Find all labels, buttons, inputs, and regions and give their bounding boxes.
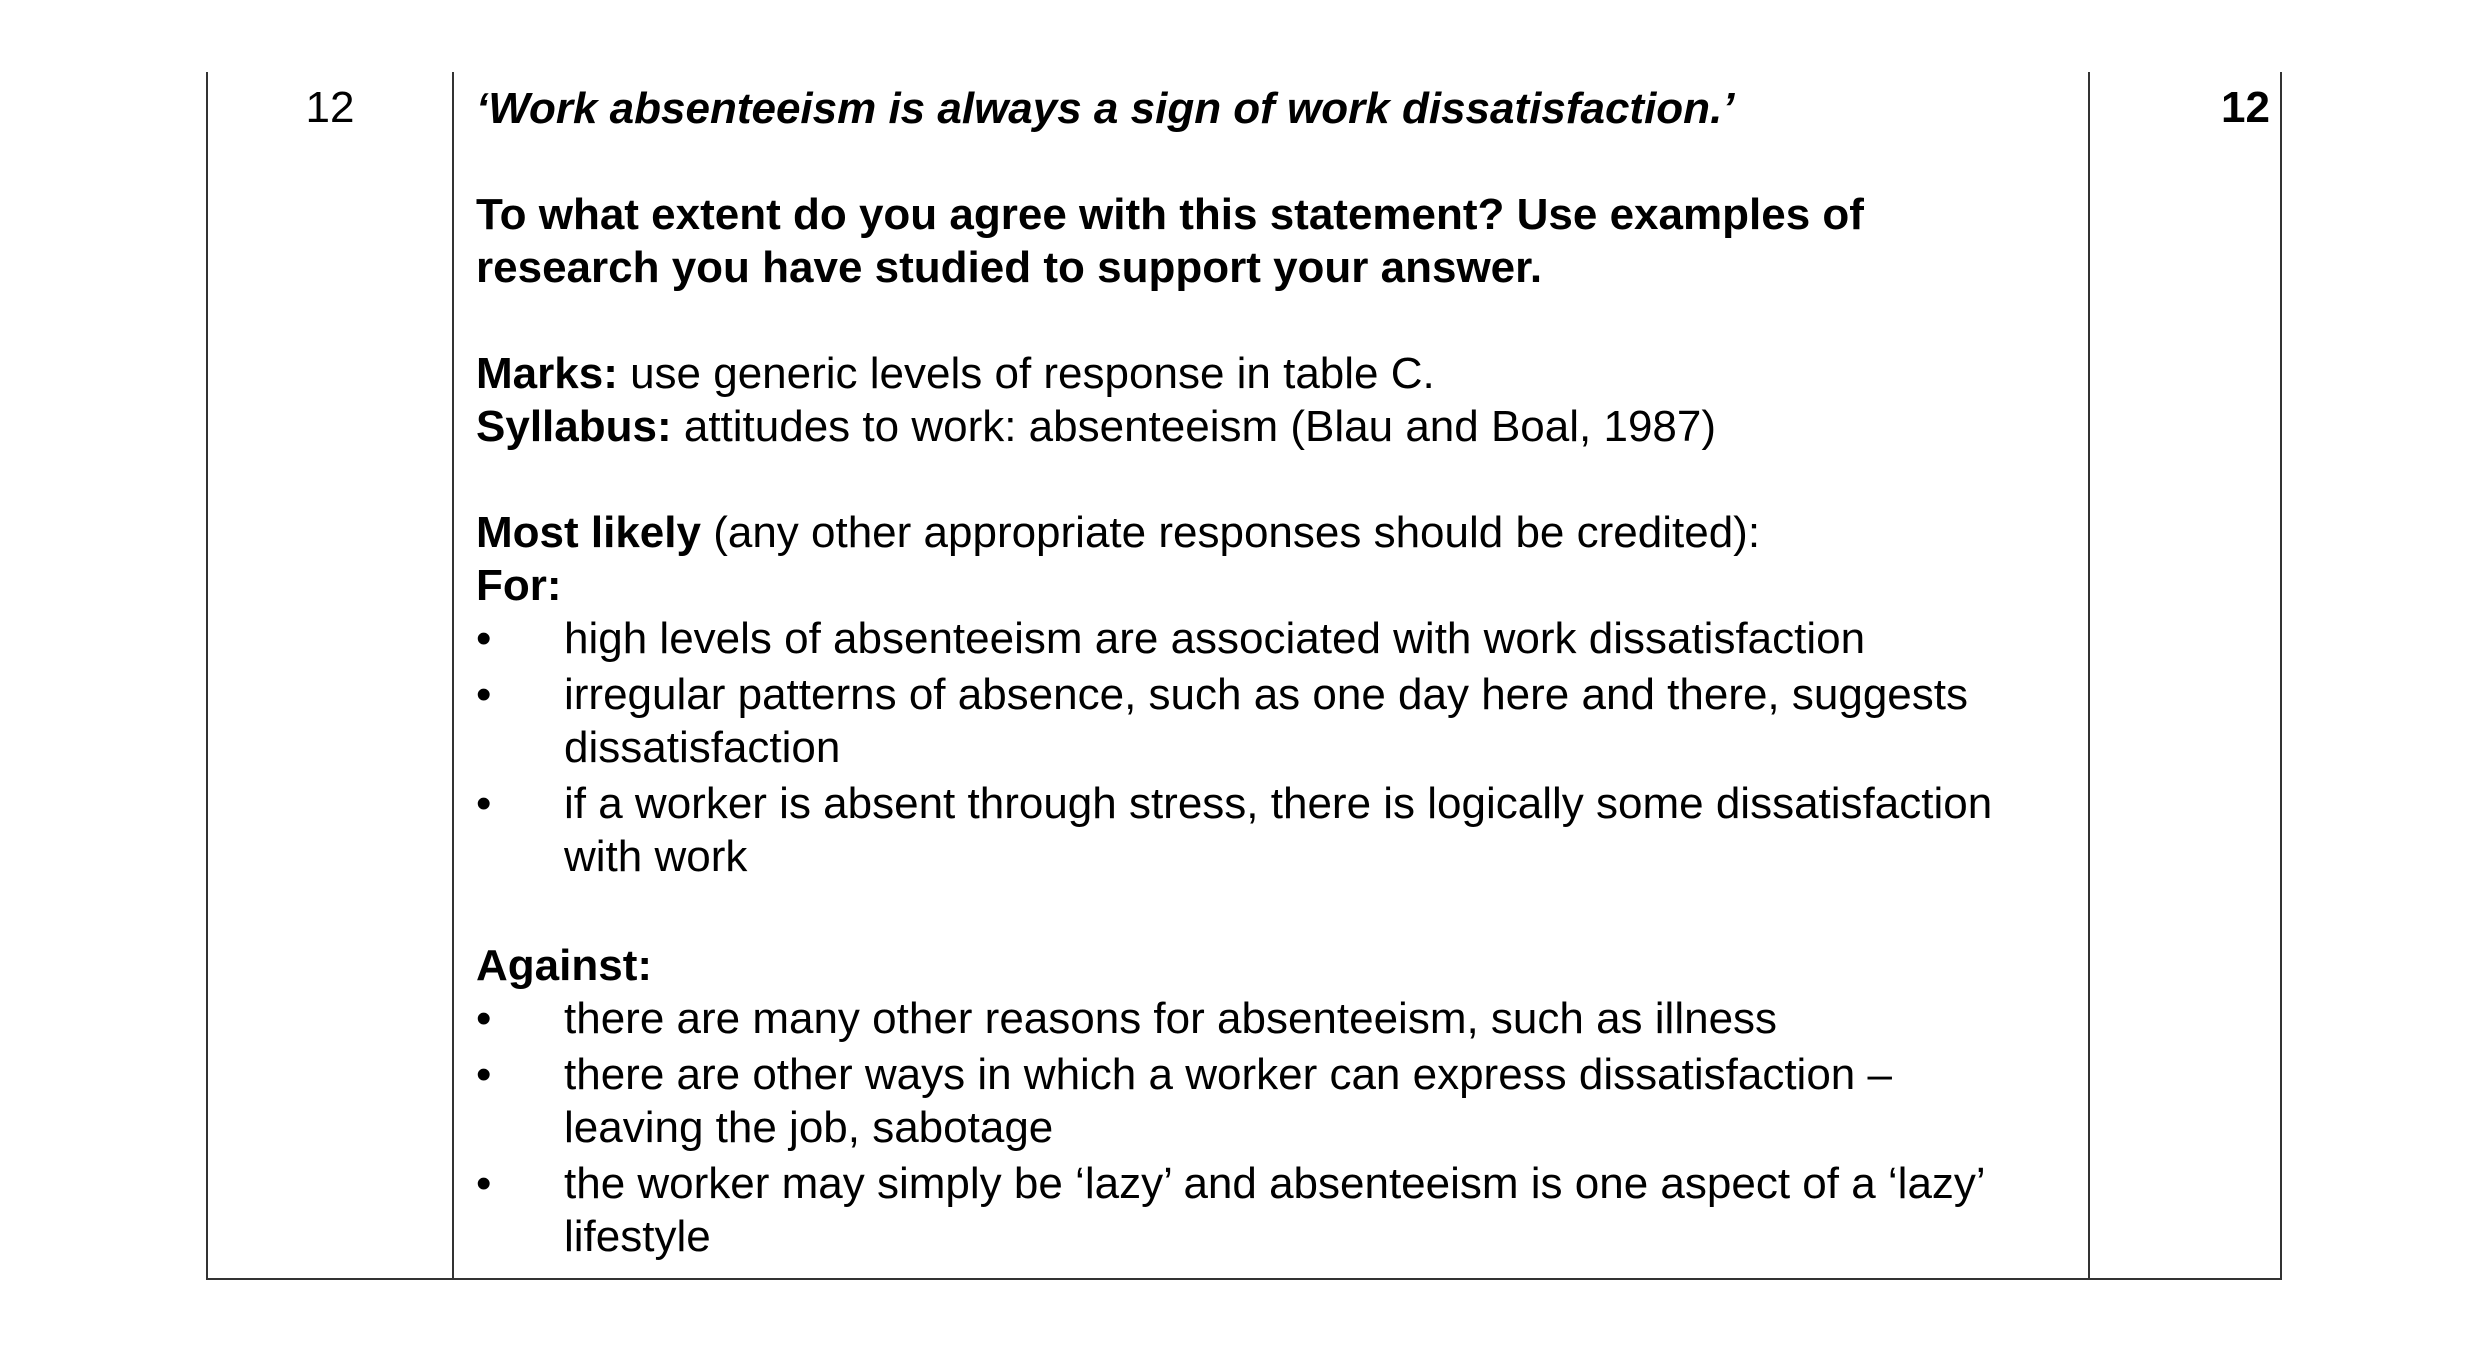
list-item-text: there are other ways in which a worker can express dissatisfaction – — [564, 1050, 1892, 1099]
list-item — [476, 612, 2076, 665]
marks-label: Marks: — [476, 349, 618, 398]
question-line: research you have studied to support your answer. — [476, 243, 1543, 292]
list-item-text: high levels of absenteeism are associated with work dissatisfaction — [564, 614, 1866, 663]
list-item — [476, 992, 2076, 1045]
against-list — [476, 992, 2076, 1263]
syllabus-text: attitudes to work: absenteeism (Blau and Boal, 1987) — [671, 402, 1717, 451]
mark-scheme-table — [206, 72, 2282, 1280]
most-likely-text: (any other appropriate responses should be credited): — [700, 508, 1761, 557]
against-heading: Against: — [476, 941, 652, 990]
list-item-text: there are many other reasons for absenteeism, such as illness — [564, 994, 1778, 1043]
most-likely-line — [476, 506, 2076, 559]
list-item — [476, 1048, 2076, 1154]
syllabus-label: Syllabus: — [476, 402, 672, 451]
syllabus-line — [476, 400, 2076, 453]
list-item-text: if a worker is absent through stress, there is logically some dissatisfaction — [564, 779, 1993, 828]
list-item-text: lifestyle — [564, 1212, 711, 1261]
bullet-icon: • — [476, 670, 492, 719]
most-likely-label: Most likely — [476, 508, 701, 557]
question-number: 12 — [305, 83, 355, 132]
marks-text: use generic levels of response in table C. — [617, 349, 1435, 398]
column-divider — [452, 72, 454, 1278]
list-item-text: irregular patterns of absence, such as one day here and there, suggests — [564, 670, 1968, 719]
for-list — [476, 612, 2076, 883]
list-item — [476, 777, 2076, 883]
statement: ‘Work absenteeism is always a sign of work dissatisfaction.’ — [476, 84, 1735, 133]
bullet-icon: • — [476, 1050, 492, 1099]
question-line: To what extent do you agree with this statement? Use examples of — [476, 190, 1864, 239]
list-item-text: with work — [564, 832, 748, 881]
bullet-icon: • — [476, 779, 492, 828]
bullet-icon: • — [476, 614, 492, 663]
for-heading: For: — [476, 561, 562, 610]
list-item-text: leaving the job, sabotage — [564, 1103, 1054, 1152]
list-item — [476, 668, 2076, 774]
list-item — [476, 1157, 2076, 1263]
bullet-icon: • — [476, 994, 492, 1043]
answer-content — [476, 82, 2076, 1266]
column-divider — [2088, 72, 2090, 1278]
list-item-text: dissatisfaction — [564, 723, 841, 772]
list-item-text: the worker may simply be ‘lazy’ and absenteeism is one aspect of a ‘lazy’ — [564, 1159, 1986, 1208]
bullet-icon: • — [476, 1159, 492, 1208]
marks-value: 12 — [2221, 83, 2270, 132]
marks-line — [476, 347, 2076, 400]
